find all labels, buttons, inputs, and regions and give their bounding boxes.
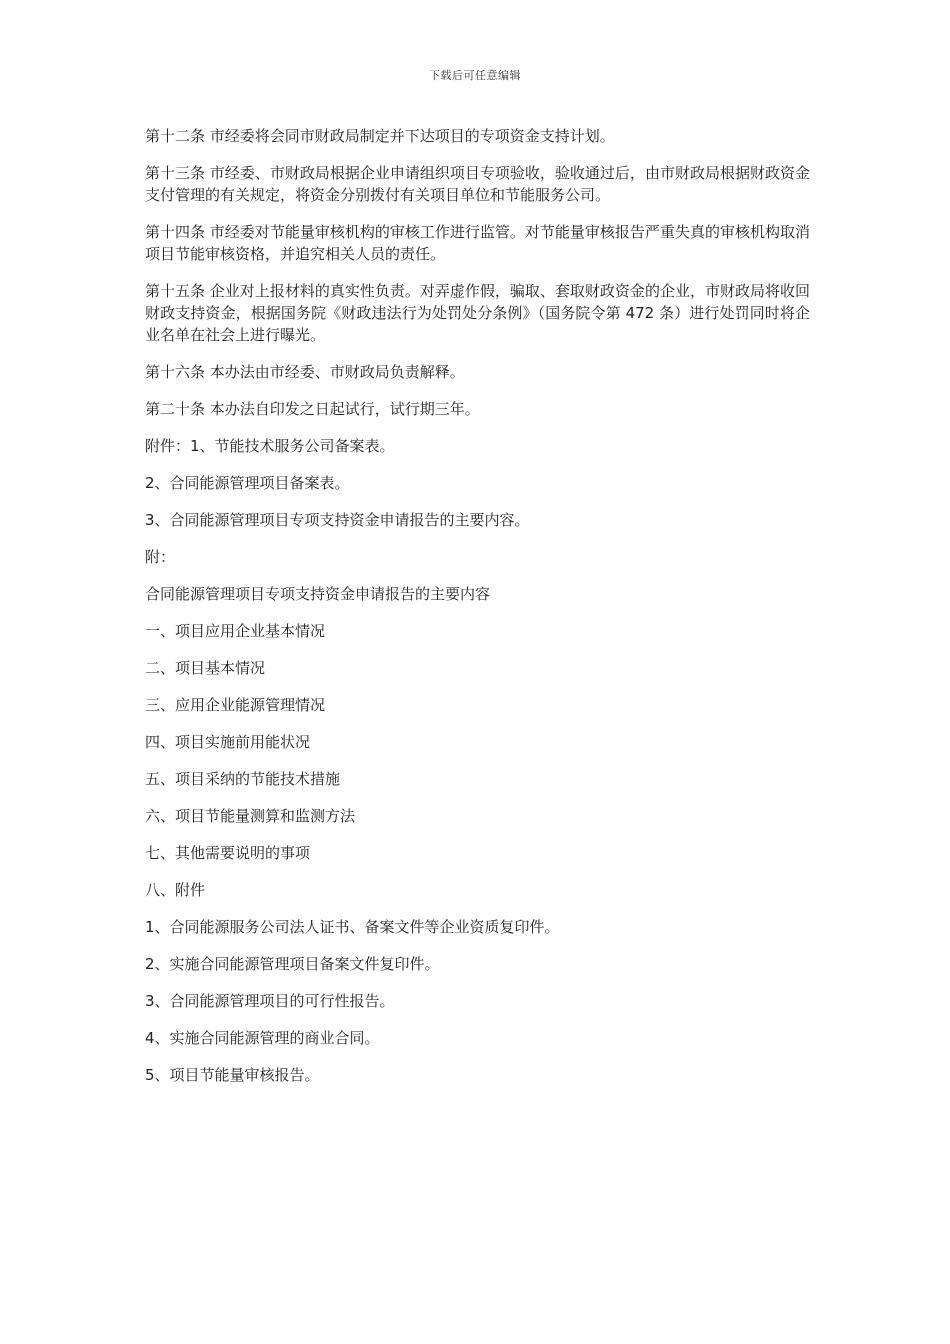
appendix-list-item-1: 1、合同能源服务公司法人证书、备案文件等企业资质复印件。 xyxy=(145,918,560,936)
appendix-title: 合同能源管理项目专项支持资金申请报告的主要内容 xyxy=(145,585,491,603)
appendix-list-item-5: 5、项目节能量审核报告。 xyxy=(145,1066,320,1084)
document-body xyxy=(145,125,810,1101)
section-heading-4: 四、项目实施前用能状况 xyxy=(145,733,311,751)
attachment-item-3: 3、合同能源管理项目专项支持资金申请报告的主要内容。 xyxy=(145,511,530,529)
section-heading-7: 七、其他需要说明的事项 xyxy=(145,844,311,862)
article-13: 第十三条 市经委、市财政局根据企业申请组织项目专项验收，验收通过后，由市财政局根据财政资金支付管理的有关规定，将资金分别拨付有关项目单位和节能服务公司。 xyxy=(145,164,810,204)
article-20: 第二十条 本办法自印发之日起试行，试行期三年。 xyxy=(145,400,480,418)
section-heading-5: 五、项目采纳的节能技术措施 xyxy=(145,770,341,788)
article-12: 第十二条 市经委将会同市财政局制定并下达项目的专项资金支持计划。 xyxy=(145,127,615,145)
article-14: 第十四条 市经委对节能量审核机构的审核工作进行监管。对节能量审核报告严重失真的审核机构取消项目节能审核资格，并追究相关人员的责任。 xyxy=(145,223,810,263)
section-heading-1: 一、项目应用企业基本情况 xyxy=(145,622,326,640)
article-15: 第十五条 企业对上报材料的真实性负责。对弄虚作假，骗取、套取财政资金的企业，市财政局将收回财政支持资金，根据国务院《财政违法行为处罚处分条例》（国务院令第 472 条）进行处罚同时将企业名单在社会上进行曝光。 xyxy=(145,282,810,344)
appendix-list-item-2: 2、实施合同能源管理项目备案文件复印件。 xyxy=(145,955,440,973)
appendix-list-item-4: 4、实施合同能源管理的商业合同。 xyxy=(145,1029,380,1047)
appendix-label: 附： xyxy=(145,548,176,566)
appendix-list-item-3: 3、合同能源管理项目的可行性报告。 xyxy=(145,992,395,1010)
section-heading-3: 三、应用企业能源管理情况 xyxy=(145,696,326,714)
section-heading-8: 八、附件 xyxy=(145,881,206,899)
attachment-item-1: 附件：1、节能技术服务公司备案表。 xyxy=(145,437,395,455)
attachment-item-2: 2、合同能源管理项目备案表。 xyxy=(145,474,350,492)
section-heading-2: 二、项目基本情况 xyxy=(145,659,266,677)
section-heading-6: 六、项目节能量测算和监测方法 xyxy=(145,807,356,825)
article-16: 第十六条 本办法由市经委、市财政局负责解释。 xyxy=(145,363,465,381)
page-header: 下载后可任意编辑 xyxy=(429,69,521,82)
